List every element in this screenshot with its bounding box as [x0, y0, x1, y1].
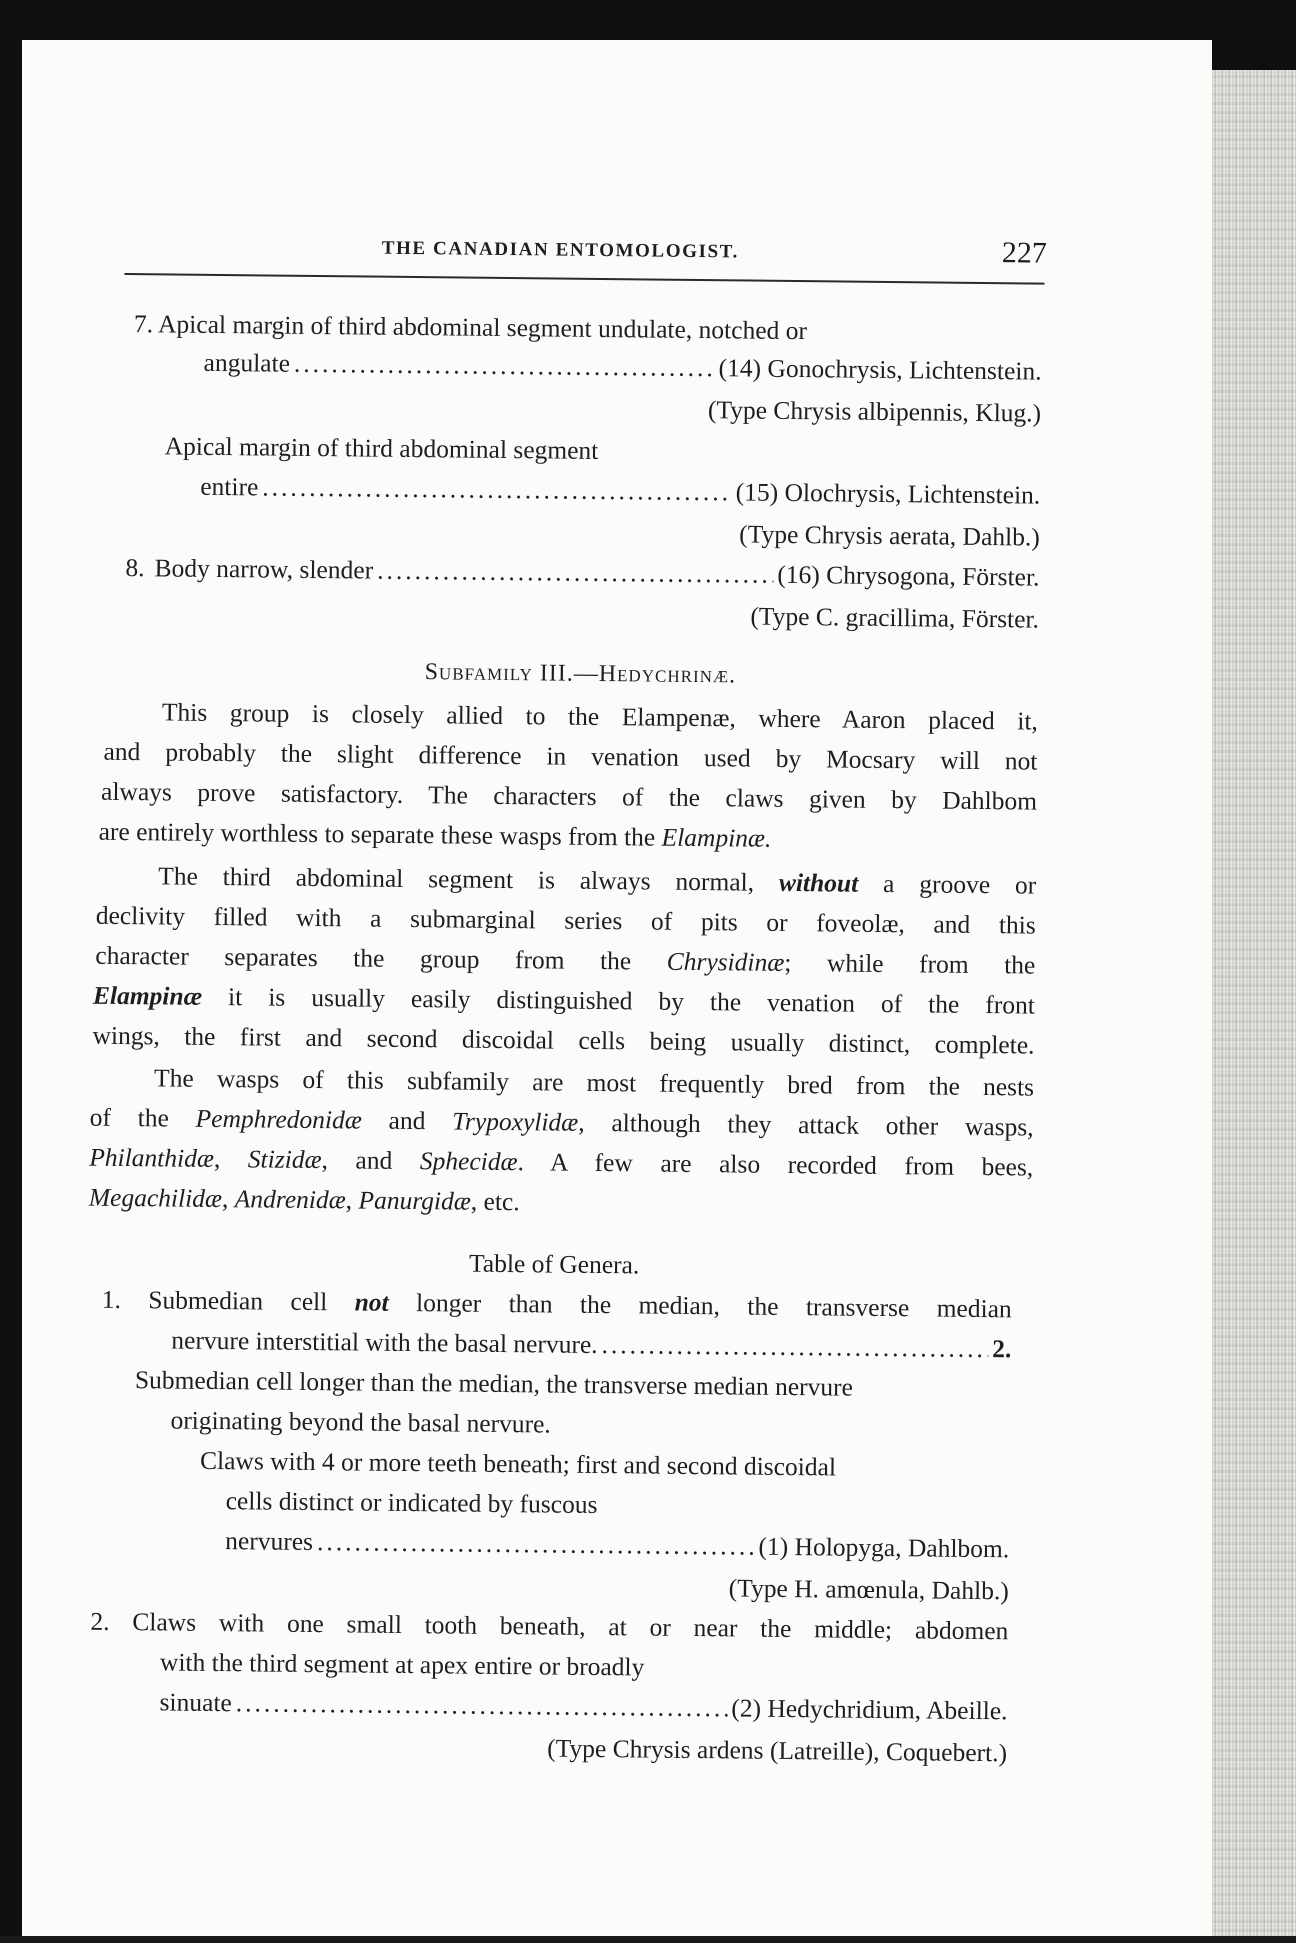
genera-item-1b-line-2: originating beyond the basal nervure.: [170, 1405, 551, 1439]
para-text: ,: [213, 1143, 249, 1174]
para2-line: [92, 980, 1036, 1020]
leader-dots: [601, 1332, 988, 1362]
genera-item-1c-line-1: Claws with 4 or more teeth beneath; first and second discoidal: [199, 1445, 837, 1482]
key-alt-line-2: [200, 471, 1041, 510]
genera-item-1c-line-2: cells distinct or indicated by fuscous: [225, 1486, 598, 1520]
key-item-8: [125, 555, 1039, 590]
leader-dots: [377, 558, 773, 588]
key-text: nervures: [225, 1526, 314, 1557]
taxon-italic: Pemphredonidæ: [195, 1103, 362, 1135]
para1-last-line: [98, 816, 772, 853]
key-text: entire: [200, 471, 259, 502]
key-alt-line-1: Apical margin of third abdominal segment: [164, 431, 599, 465]
para-text: , although they attack other wasps,: [578, 1107, 1034, 1142]
page-number: 227: [1001, 236, 1047, 270]
item-number: 2.: [90, 1606, 110, 1636]
running-title: THE CANADIAN ENTOMOLOGIST.: [381, 237, 739, 263]
para-text: , and: [321, 1145, 421, 1176]
taxon-italic: Elampinæ.: [661, 822, 772, 853]
leader-dots: [262, 474, 732, 504]
taxon-italic: Sphecidæ: [419, 1146, 518, 1177]
para1-line: This group is closely allied to the Elampenæ, where Aaron placed it,: [161, 697, 1039, 736]
genera-item-1-line-2: [171, 1325, 1012, 1364]
emphasis-italic: without: [778, 867, 859, 898]
genera-item-2-line-1: [90, 1606, 1009, 1646]
genera-item-2-line-2: with the third segment at apex entire or broadly: [159, 1647, 645, 1682]
emphasis-italic: not: [354, 1287, 389, 1317]
genera-item-2-line-3: [159, 1687, 1008, 1726]
para1-line: and probably the slight difference in venation used by Mocsary will not: [103, 736, 1038, 776]
para-text: it is usually easily distinguished by the venation of the front: [201, 981, 1036, 1020]
taxon-italic: Megachilidæ: [88, 1182, 223, 1214]
key-text: angulate: [203, 347, 291, 378]
taxon-italic: Chrysidinæ: [666, 946, 785, 977]
taxon-italic: Andrenidæ: [234, 1184, 346, 1215]
key-text: Claws with one small tooth beneath, at or near the middle; abdomen: [132, 1607, 1009, 1646]
taxon-italic: Elampinæ: [92, 980, 203, 1011]
para3-line: The wasps of this subfamily are most frequently bred from the nests: [153, 1063, 1035, 1102]
item-number: 7.: [133, 309, 154, 339]
leader-dots: [236, 1690, 728, 1721]
taxon-italic: Philanthidæ: [89, 1142, 215, 1173]
para3-line: [89, 1142, 1034, 1182]
leader-dots: [317, 1529, 755, 1559]
key-item-7-line-2: [203, 347, 1042, 386]
para-text: ,: [345, 1185, 359, 1215]
taxon-italic: Stizidæ: [247, 1144, 322, 1175]
running-header: [127, 227, 1047, 277]
genus-result: (16) Chrysogona, Förster.: [777, 559, 1040, 592]
subfamily-heading: Subfamily III.—Hedychrinæ.: [424, 659, 737, 689]
genera-item-2-type: (Type Chrysis ardens (Latreille), Coquebert.): [547, 1733, 1008, 1768]
key-text: sinuate: [159, 1687, 232, 1718]
couplet-ref: 2.: [992, 1334, 1012, 1364]
genus-result: (14) Gonochrysis, Lichtenstein.: [718, 353, 1042, 386]
para3-line: [89, 1102, 1034, 1142]
para2-line: wings, the first and second discoidal cells being usually distinct, complete.: [92, 1020, 1035, 1060]
taxon-italic: Panurgidæ: [358, 1185, 472, 1216]
para-text: . A few are also recorded from bees,: [517, 1147, 1034, 1182]
genus-result: (2) Hedychridium, Abeille.: [731, 1693, 1008, 1726]
key-alt-type: (Type Chrysis aerata, Dahlb.): [739, 519, 1040, 552]
key-text: longer than the median, the transverse median: [388, 1287, 1012, 1324]
genera-item-1c-type: (Type H. amœnula, Dahlb.): [728, 1573, 1009, 1606]
para2-line: declivity filled with a submarginal series of pits or foveolæ, and this: [95, 900, 1036, 940]
para1-line: always prove satisfactory. The characters of the claws given by Dahlbom: [100, 776, 1038, 816]
key-text: Body narrow, slender: [154, 553, 374, 585]
genera-item-1b-line-1: Submedian cell longer than the median, the transverse median nervure: [134, 1365, 854, 1402]
item-number: 8.: [125, 553, 145, 583]
table-heading: Table of Genera.: [468, 1248, 640, 1280]
para-text: , etc.: [470, 1186, 520, 1217]
para-text: a groove or: [858, 868, 1037, 900]
key-text: Submedian cell: [148, 1285, 355, 1317]
para-text: ; while from the: [784, 947, 1036, 980]
para2-line: [95, 940, 1036, 980]
key-item-7-type: (Type Chrysis albipennis, Klug.): [707, 395, 1042, 428]
para3-line: [88, 1182, 520, 1217]
key-text: nervure interstitial with the basal nervure.: [171, 1325, 598, 1359]
taxon-italic: Trypoxylidæ: [452, 1106, 579, 1137]
para-text: and: [361, 1105, 453, 1136]
key-item-8-type: (Type C. gracillima, Förster.: [750, 601, 1040, 634]
key-text: Apical margin of third abdominal segment undulate, notched or: [157, 309, 808, 346]
key-item-7-line-1: [134, 311, 1042, 346]
leader-dots: [294, 351, 715, 381]
para-text: The third abdominal segment is always normal,: [158, 861, 780, 897]
genus-result: (1) Holopyga, Dahlbom.: [758, 1531, 1010, 1564]
para-text: are entirely worthless to separate these wasps from the: [98, 816, 662, 852]
genera-item-1-line-1: [101, 1284, 1012, 1324]
para-text: of the: [89, 1102, 196, 1133]
genera-item-1c-line-3: [225, 1528, 1009, 1562]
para2-line: [158, 863, 1036, 898]
genus-result: (15) Olochrysis, Lichtenstein.: [735, 477, 1041, 510]
item-number: 1.: [101, 1284, 122, 1315]
para-text: character separates the group from the: [95, 940, 667, 976]
para-text: ,: [221, 1184, 235, 1214]
